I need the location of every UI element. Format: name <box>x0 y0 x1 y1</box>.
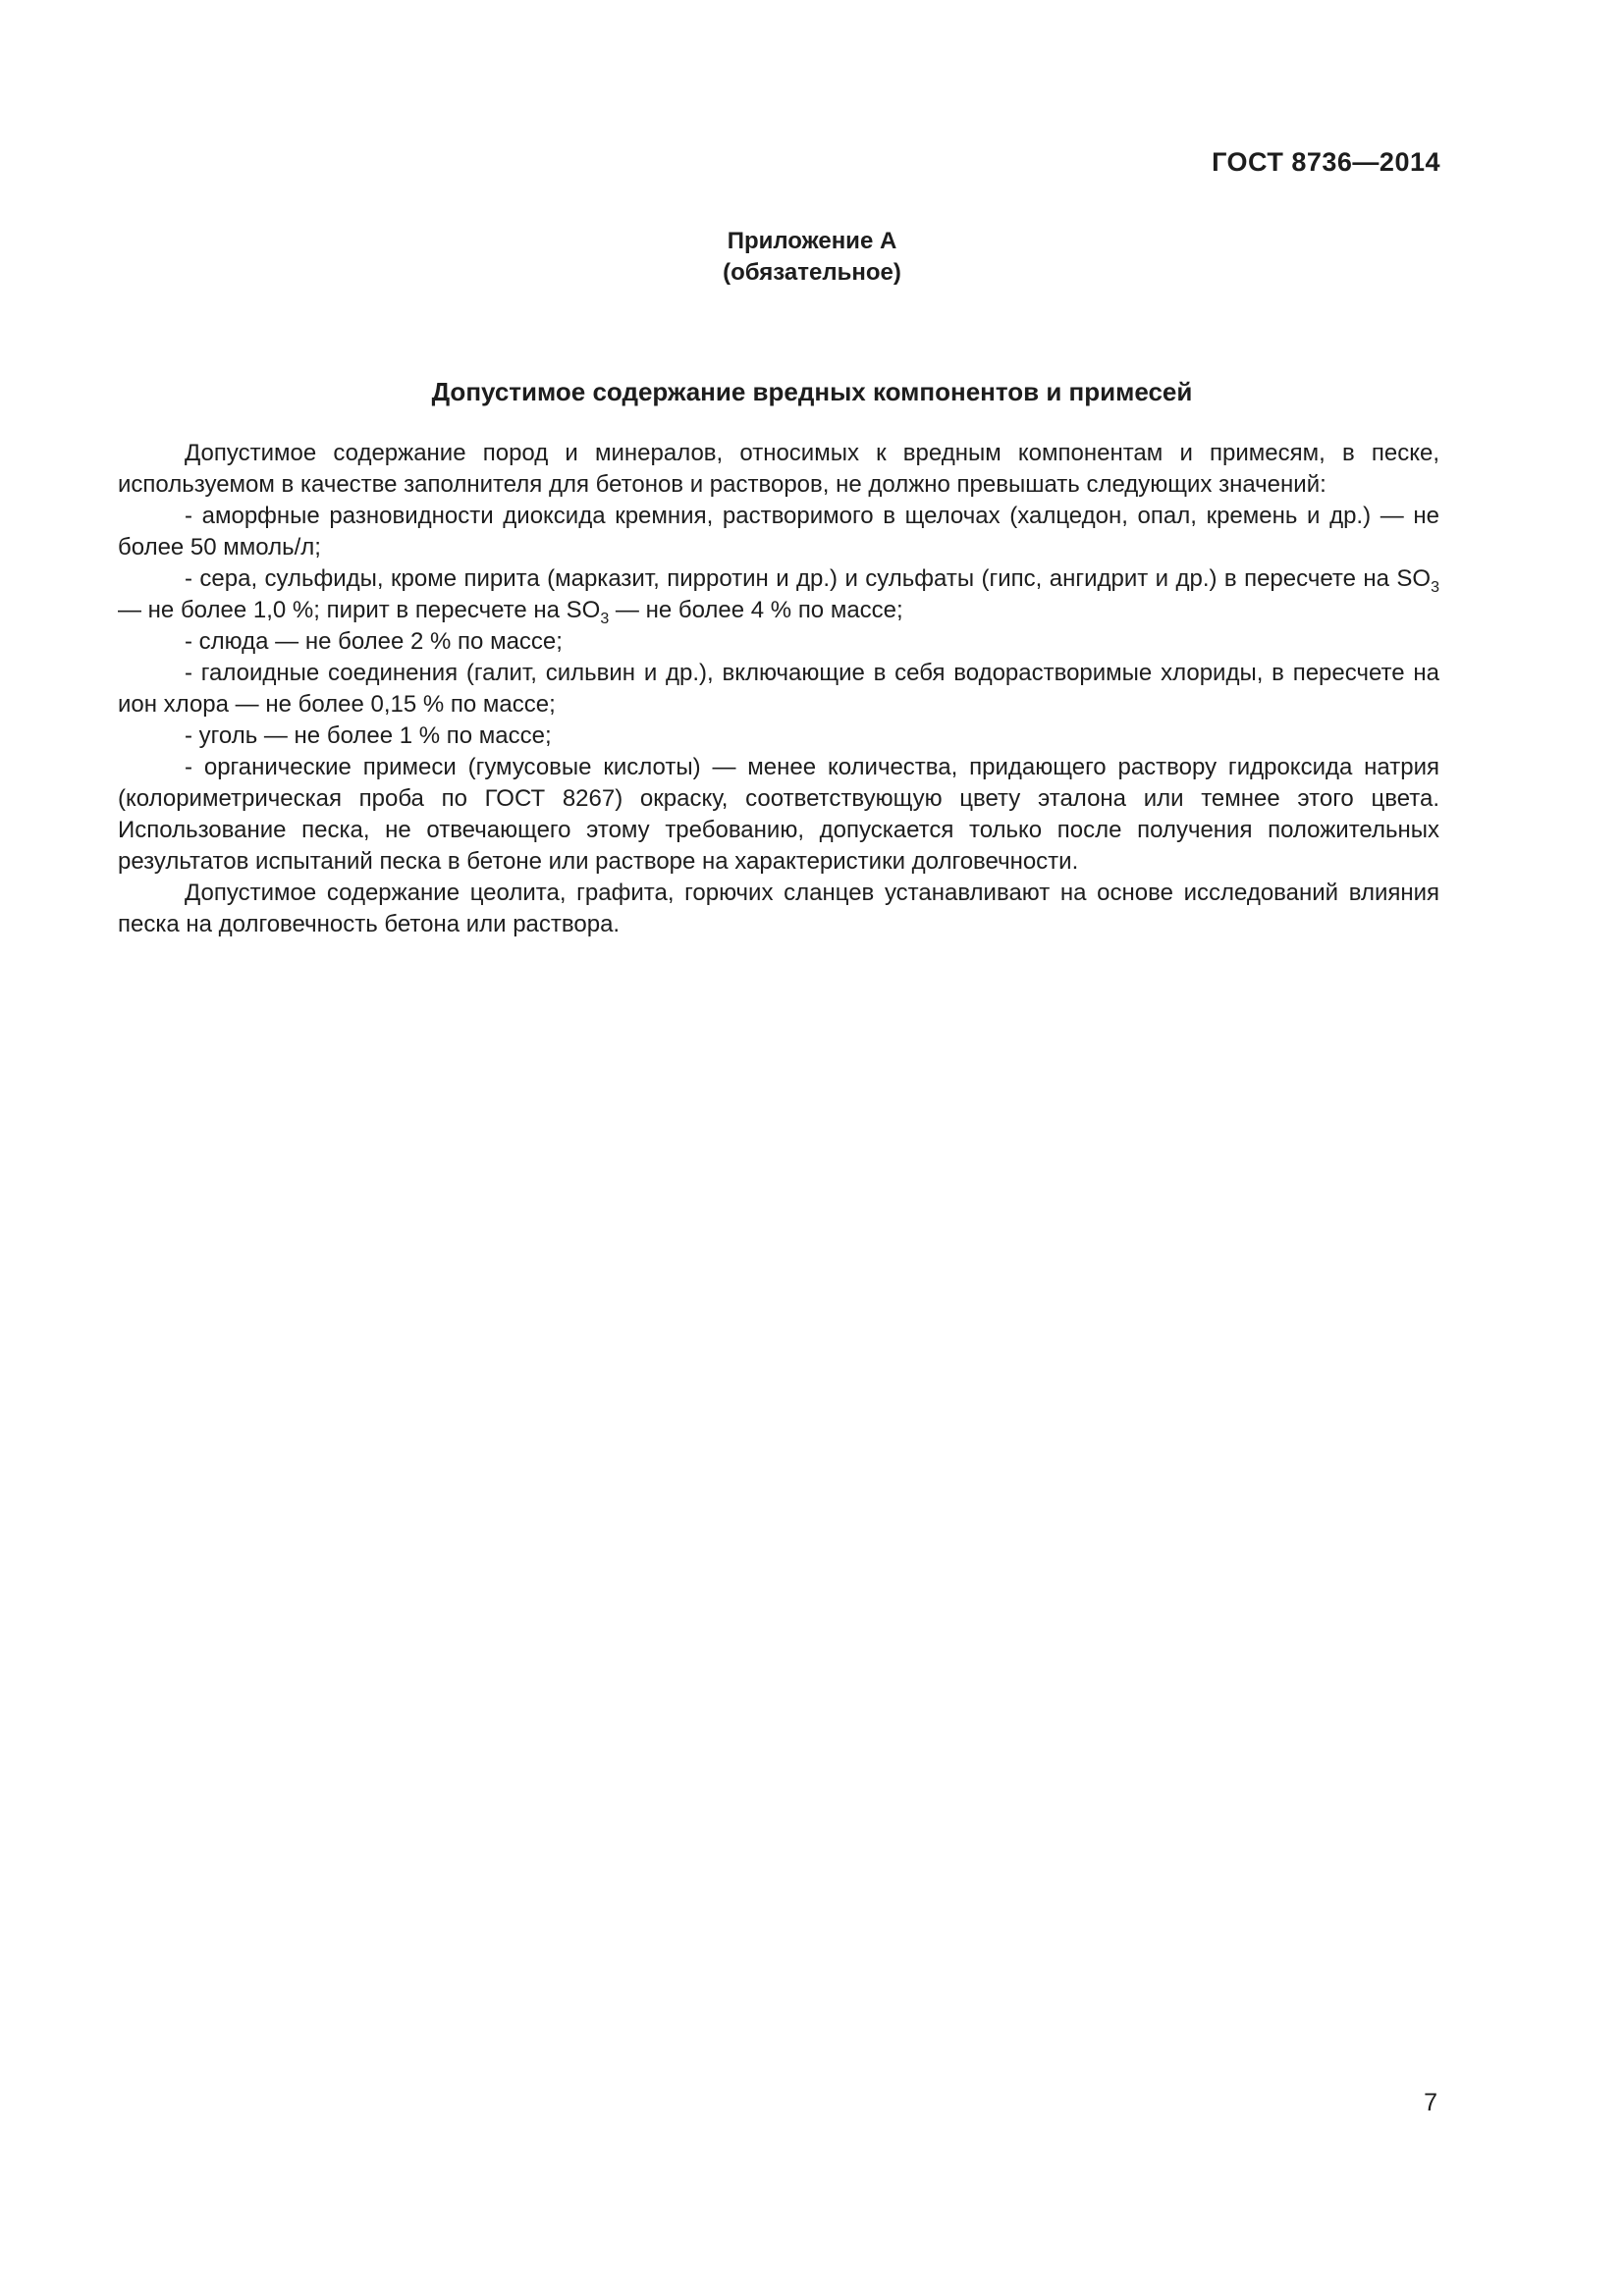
page-number: 7 <box>1424 2089 1437 2116</box>
appendix-heading <box>0 226 1624 289</box>
list-item-sulfur-compounds: - сера, сульфиды, кроме пирита (марказит, пирротин и др.) и сульфаты (гипс, ангидрит и др.) в пересчете на $SO_3$ — не более 1,0 %; пирит в пересчете на $SO_3$ — не более 4 % по массе; <box>118 565 1439 627</box>
document-code: ГОСТ 8736—2014 <box>1212 147 1440 177</box>
list-item-organic-impurities: - органические примеси (гумусовые кислоты) — менее количества, придающего раствору гидроксида натрия (колориметрическая проба по ГОСТ 8267) окраску, соответствующую цвету эталона или темнее этого цвета. Использование песка, не отвечающего этому требованию, допускается только после получения положительных результатов испытаний песка в бетоне или растворе на характеристики долговечности. <box>118 754 1439 875</box>
appendix-status: (обязательное) <box>723 259 901 286</box>
chemical-formula: $SO_3$ <box>566 597 610 627</box>
chemical-formula: $SO_3$ <box>1396 565 1439 596</box>
list-item-mica: - слюда — не более 2 % по массе; <box>185 628 563 655</box>
section-title: Допустимое содержание вредных компонентов и примесей <box>431 377 1193 406</box>
body-text <box>118 438 1439 940</box>
list-item-halides: - галоидные соединения (галит, сильвин и др.), включающие в себя водорастворимые хлориды, в пересчете на ион хлора — не более 0,15 % по массе; <box>118 660 1439 718</box>
list-item-amorphous-silica: - аморфные разновидности диоксида кремния, растворимого в щелочах (халцедон, опал, кремень и др.) — не более 50 ммоль/л; <box>118 503 1439 561</box>
intro-paragraph: Допустимое содержание пород и минералов, относимых к вредным компонентам и примесям, в песке, используемом в качестве заполнителя для бетонов и растворов, не должно превышать следующих значений: <box>118 440 1439 498</box>
appendix-label: Приложение А <box>727 228 897 254</box>
list-item-coal: - уголь — не более 1 % по массе; <box>185 722 552 749</box>
closing-paragraph: Допустимое содержание цеолита, графита, горючих сланцев устанавливают на основе исследований влияния песка на долговечность бетона или раствора. <box>118 880 1439 937</box>
